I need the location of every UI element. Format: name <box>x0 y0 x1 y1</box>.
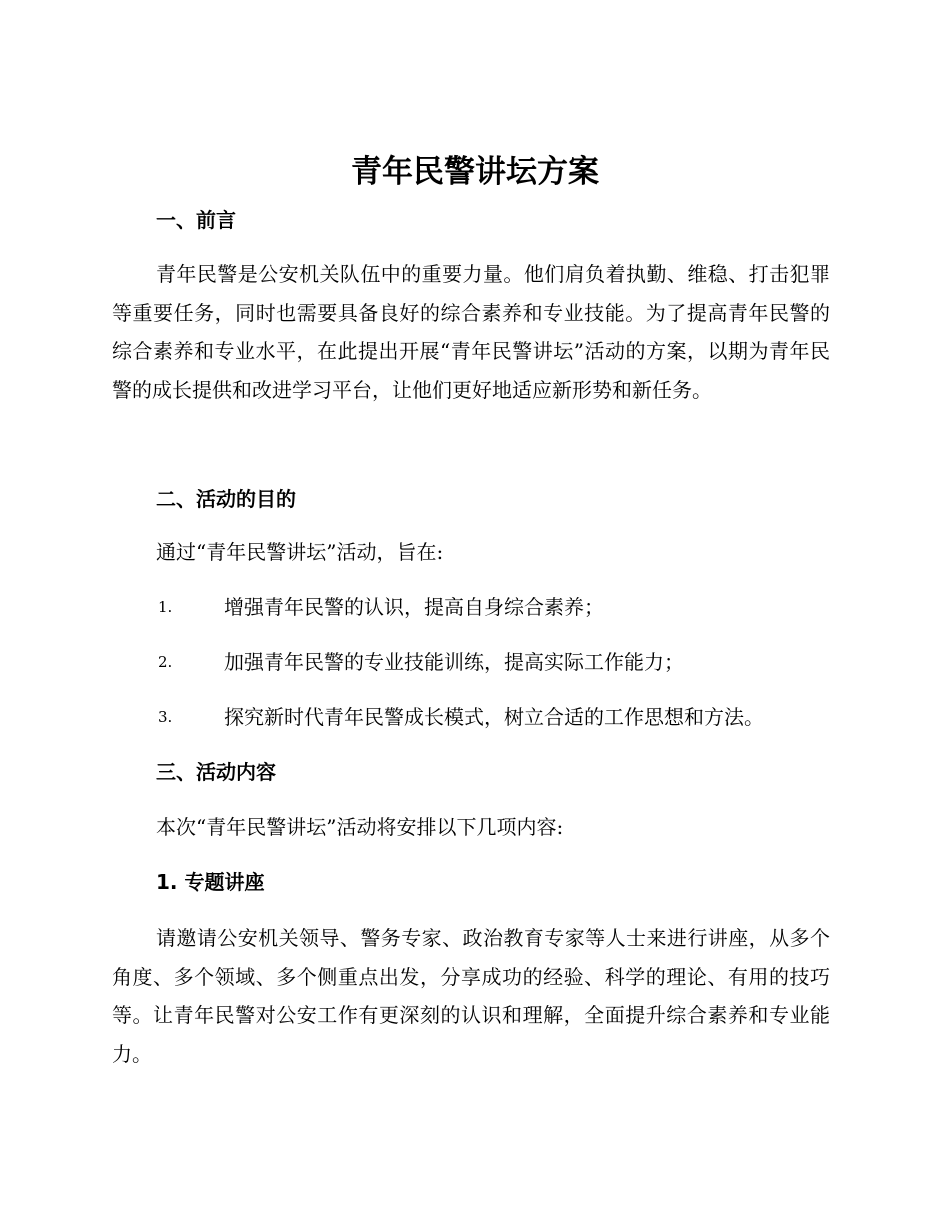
list-number: 1. <box>158 598 173 616</box>
list-number: 2. <box>158 653 173 671</box>
list-text: 探究新时代青年民警成长模式，树立合适的工作思想和方法。 <box>224 705 764 729</box>
list-number: 3. <box>158 708 173 726</box>
section-heading-preface: 一、前言 <box>156 208 236 232</box>
purpose-list-item <box>156 647 836 677</box>
section-heading-content: 三、活动内容 <box>156 760 276 784</box>
purpose-list-item <box>156 592 836 622</box>
lectures-paragraph: 请邀请公安机关领导、警务专家、政治教育专家等人士来进行讲座，从多个角度、多个领域、多个侧重点出发，分享成功的经验、科学的理论、有用的技巧等。让青年民警对公安工作有更深刻的认识和理解，全面提升综合素养和专业能力。 <box>112 926 830 1066</box>
list-text: 增强青年民警的认识，提高自身综合素养； <box>224 595 604 619</box>
preface-paragraph: 青年民警是公安机关队伍中的重要力量。他们肩负着执勤、维稳、打击犯罪等重要任务，同时也需要具备良好的综合素养和专业技能。为了提高青年民警的综合素养和专业水平，在此提出开展“青年民警讲坛”活动的方案，以期为青年民警的成长提供和改进学习平台，让他们更好地适应新形势和新任务。 <box>112 262 830 402</box>
subsection-heading-lectures: 1. 专题讲座 <box>156 870 265 894</box>
content-intro: 本次“青年民警讲坛”活动将安排以下几项内容: <box>156 815 564 839</box>
section-heading-purpose: 二、活动的目的 <box>156 487 296 511</box>
purpose-list-item <box>156 702 836 732</box>
purpose-intro: 通过“青年民警讲坛”活动，旨在: <box>156 540 444 564</box>
document-title: 青年民警讲坛方案 <box>351 154 599 190</box>
list-text: 加强青年民警的专业技能训练，提高实际工作能力； <box>224 650 684 674</box>
